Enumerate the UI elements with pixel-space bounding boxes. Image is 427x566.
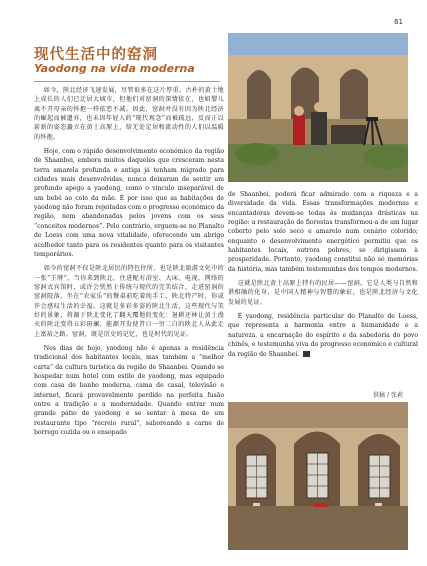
photo-credit: 供稿 / 张莉	[373, 392, 403, 399]
photo-yaodong-interview	[228, 33, 408, 182]
photo-yaodong-facades	[228, 402, 408, 550]
paragraph-portuguese-2: Nos dias de hoje, yaodong não é apenas a residência tradicional dos habitantes locais, mas também a “melhor carta” da cultura turística da região de Shaanbei. Quando se hospedar num hotel com estilo de yaodong, mas equipado com casa de banho moderna, cama de casal, televisão e internet, ficará provavelmente perdido na perfeita fusão entre a tradição e a modernidade. Quando entrar num grande pátio de yaodong e se sentar à mesa de um restaurante tipo “recreio rural”, saboreando a carne de borrego cozida ou o ensopado	[34, 344, 224, 437]
paragraph-chinese-1: 如今，陕北经济飞速发展，尽管很多在这片厚重、古朴的黄土地上成长的人们已迁居大城市，但他们对窑洞的深情依在，也如婴儿离不开母亲的怀抱一样依恋不减。因此，窑洞并没有因为陕北经济的崛起而被遗弃，也未因年轻人的“现代观念”而被疏远，反而正以崭新的姿态矗立在黄土高原上，给无处定居和流动性的人们以温暖的怀抱。	[34, 87, 224, 141]
paragraph-portuguese-3-text: É yaodong, residência particular do Planalto de Loess, que representa a harmonia entre a humanidade e a natureza, a encarnação do espírito e da sabedoria do povo chinês, e testemunha viva do progresso económico e cultural da região de Shaanbei.	[228, 313, 418, 358]
paragraph-portuguese-3	[228, 312, 418, 359]
title-rule	[34, 81, 220, 82]
right-text-column	[228, 190, 418, 359]
page-number: 61	[394, 18, 403, 26]
paragraph-portuguese-continued: de Shaanbei, poderá ficar admirado com a riqueza e a diversidade da vida. Essas transformações modernas e encantadoras devem-se todas às mudanças drásticas na região: a restauração de florestas transformou-a de um lugar coberto pelo solo seco e amarelo num cenário colorido; enquanto o desenvolvimento energético permitiu que os habitantes locais, outrora pobres, se dirigissem à prosperidade. Portanto, yaodong constitui não só memórias da história, mas também testemunhas dos tempos modernos.	[228, 191, 418, 273]
chinese-title: 现代生活中的窑洞	[34, 46, 158, 63]
end-mark-icon: M	[303, 351, 310, 357]
paragraph-chinese-2: 如今的窑洞不仅是陕北居民的特色住所，也是陕北旅游文化中的一张“王牌”。当你来到陕北，住进配有浴室、大床、电视、网络的窑洞式宾馆时，或许会恍然于传统与现代的完美结合，走进窑洞的窑洞院落，坐在“农家乐”的餐桌前吃着纯手工、陕北特产时，你或许会感叹生活的幸福。这就是多彩多姿的陕北生活，这些现代与美好的景象，将源于陕北变化了翻天覆地的变化：退耕还林让黄土漫天的陕北变得五彩斑斓，能源开发使昔日一穷二白的陕北人从此走上富裕之路。窑洞，既是历史的记忆，也是时代的见证。	[34, 265, 224, 338]
portuguese-title: Yaodong na vida moderna	[34, 62, 195, 75]
left-text-column	[34, 86, 224, 437]
paragraph-chinese-3: 这就是陕北黄土高原上特有的民居——窑洞。它是人类与自然和谐相融的化身，是中国人精神与智慧的象征，也是陕北经济与文化发展的见证。	[228, 280, 418, 306]
paragraph-portuguese-1: Hoje, com o rápido desenvolvimento económico da região de Shaanbei, embora muitos daqueles que cresceram nesta terra amarela profunda e antiga já tenham migrado para cidades mais desenvolvidas, nunca deixaram de sentir um profundo apego a yaodong, como o vínculo inseparável de um bebé ao colo da mãe. É por isso que as habitações de yaodong não foram rejeitadas com o progresso económico da região, nem abandonadas pelos jovens com os seus “conceitos modernos”. Pelo contrário, erguem-se no Planalto de Loess com uma nova vitalidade, oferecendo um abrigo acolhedor tanto para os residentes quanto para os visitantes temporários.	[34, 148, 224, 258]
